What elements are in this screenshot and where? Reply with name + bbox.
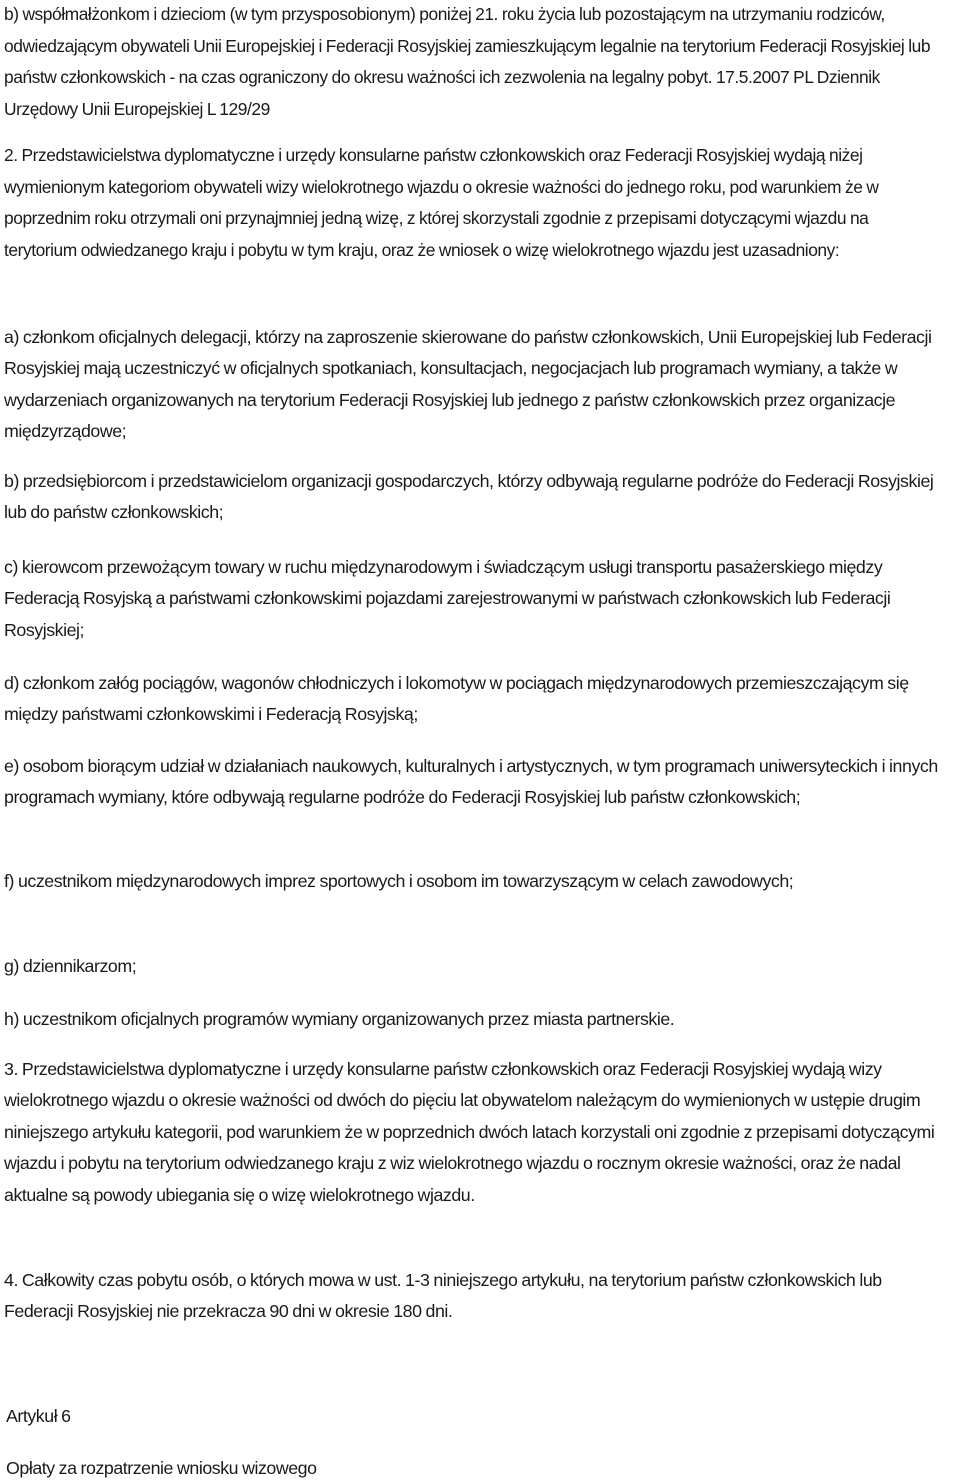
list-item-sports-events: f) uczestnikom międzynarodowych imprez sportowych i osobom im towarzyszącym w celach zawodowych; — [4, 871, 794, 891]
paragraph-2-multiple-entry-visas: 2. Przedstawicielstwa dyplomatyczne i urzędy konsularne państw członkowskich oraz Federacji Rosyjskiej wydają niżej wymienionym kategoriom obywateli wizy wielokrotnego wjazdu o okresie ważności do jednego roku, pod warunkiem że w poprzednim roku otrzymali oni przynajmniej jedną wizę, z której skorzystali zgodnie z przepisami dotyczącymi wjazdu na terytorium odwiedzanego kraju i pobytu w tym kraju, oraz że wniosek o wizę wielokrotnego wjazdu jest uzasadniony: — [4, 145, 879, 260]
list-item-twin-cities: h) uczestnikom oficjalnych programów wymiany organizowanych przez miasta partnerskie. — [4, 1009, 675, 1029]
article-title: Opłaty za rozpatrzenie wniosku wizowego — [6, 1458, 317, 1478]
paragraph-family-members: b) współmałżonkom i dzieciom (w tym przysposobionym) poniżej 21. roku życia lub pozostającym na utrzymaniu rodziców, odwiedzającym obywateli Unii Europejskiej i Federacji Rosyjskiej zamieszkującym legalnie na terytorium Federacji Rosyjskiej lub państw członkowskich - na czas ograniczony do okresu ważności ich zezwolenia na legalny pobyt. 17.5.2007 PL Dziennik Urzędowy Unii Europejskiej L 129/29 — [4, 4, 931, 119]
article-heading: Artykuł 6 — [6, 1406, 71, 1426]
list-item-business-people: b) przedsiębiorcom i przedstawicielom organizacji gospodarczych, którzy odbywają regularne podróże do Federacji Rosyjskiej lub do państw członkowskich; — [4, 471, 934, 523]
list-item-journalists: g) dziennikarzom; — [4, 956, 137, 976]
list-item-train-crews: d) członkom załóg pociągów, wagonów chłodniczych i lokomotyw w pociągach międzynarodowych przemieszczającym się między państwami członkowskimi i Federacją Rosyjską; — [4, 673, 909, 725]
paragraph-3-long-term-visas: 3. Przedstawicielstwa dyplomatyczne i urzędy konsularne państw członkowskich oraz Federacji Rosyjskiej wydają wizy wielokrotnego wjazdu o okresie ważności od dwóch do pięciu lat obywatelom należącym do wymienionych w ustępie drugim niniejszego artykułu kategorii, pod warunkiem że w poprzednich dwóch latach korzystali oni zgodnie z przepisami dotyczącymi wjazdu i pobytu na terytorium odwiedzanego kraju z wiz wielokrotnego wjazdu o rocznym okresie ważności, oraz że nadal aktualne są powody ubiegania się o wizę wielokrotnego wjazdu. — [4, 1059, 935, 1205]
paragraph-4-stay-limit: 4. Całkowity czas pobytu osób, o których mowa w ust. 1-3 niniejszego artykułu, na terytorium państw członkowskich lub Federacji Rosyjskiej nie przekracza 90 dni w okresie 180 dni. — [4, 1270, 882, 1322]
list-item-drivers: c) kierowcom przewożącym towary w ruchu międzynarodowym i świadczącym usługi transportu pasażerskiego między Federacją Rosyjską a państwami członkowskimi pojazdami zarejestrowanymi w państwach członkowskich lub Federacji Rosyjskiej; — [4, 557, 891, 640]
list-item-official-delegations: a) członkom oficjalnych delegacji, którzy na zaproszenie skierowane do państw członkowskich, Unii Europejskiej lub Federacji Rosyjskiej mają uczestniczyć w oficjalnych spotkaniach, konsultacjach, negocjacjach lub programach wymiany, a także w wydarzeniach organizowanych na terytorium Federacji Rosyjskiej lub jednego z państw członkowskich przez organizacje międzyrządowe; — [4, 327, 932, 442]
list-item-science-culture: e) osobom biorącym udział w działaniach naukowych, kulturalnych i artystycznych, w tym programach uniwersyteckich i innych programach wymiany, które odbywają regularne podróże do Federacji Rosyjskiej lub państw członkowskich; — [4, 756, 938, 808]
